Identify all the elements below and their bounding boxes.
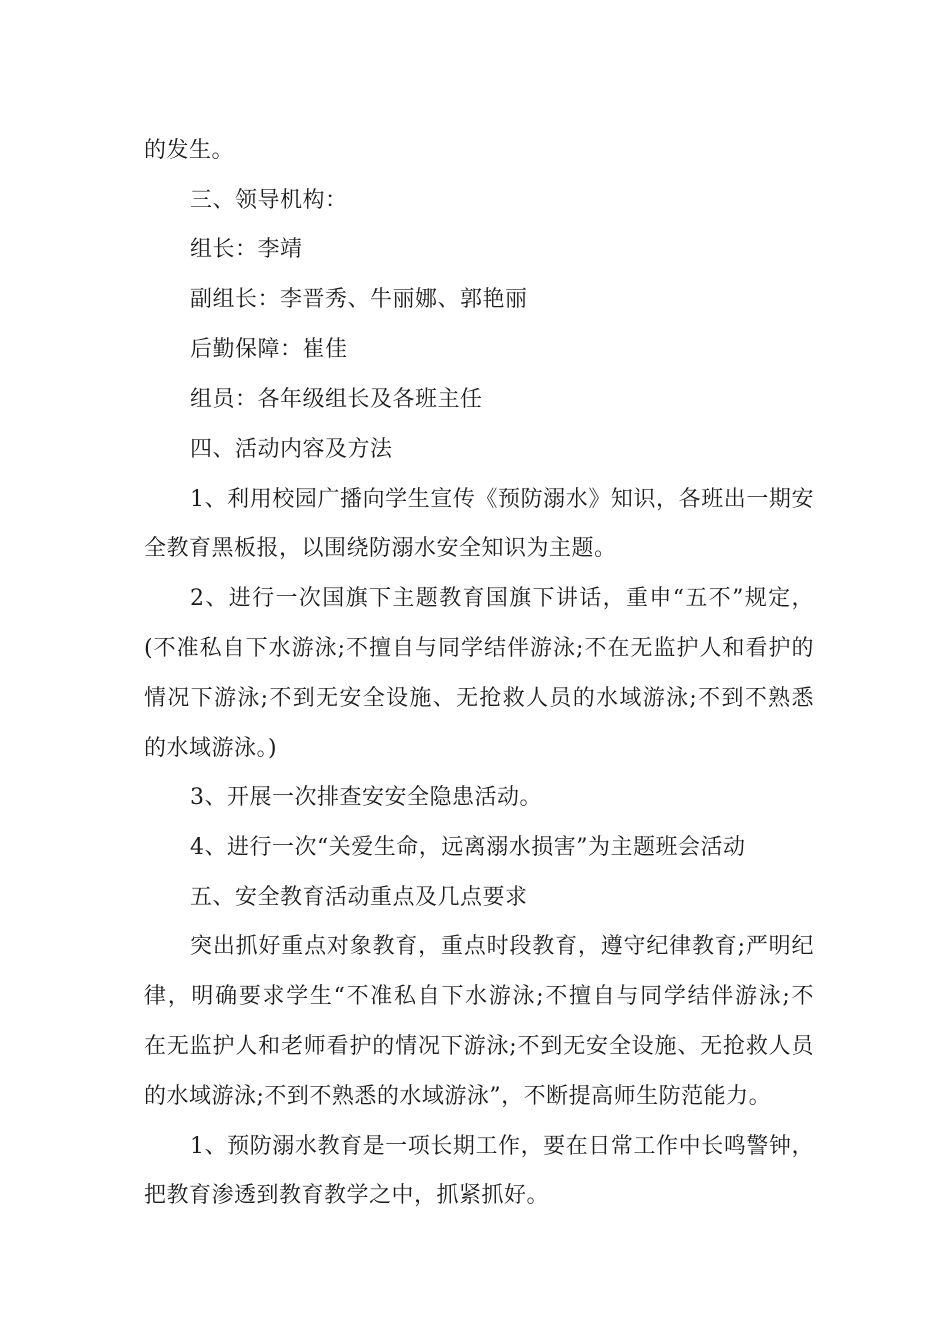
section-heading: 三、领导机构： <box>190 188 348 213</box>
text-line: 1、预防溺水教育是一项长期工作，要在日常工作中长鸣警钟， <box>190 1134 814 1159</box>
text-line: 副组长：李晋秀、牛丽娜、郭艳丽 <box>190 287 528 312</box>
text-line: (不准私自下水游泳;不擅自与同学结伴游泳;不在无监护人和看护的 <box>144 636 814 661</box>
text-line: 情况下游泳;不到无安全设施、无抢救人员的水域游泳;不到不熟悉 <box>144 686 814 711</box>
text-line: 1、利用校园广播向学生宣传《预防溺水》知识，各班出一期安 <box>190 487 814 512</box>
text-line: 4、进行一次“关爱生命，远离溺水损害”为主题班会活动 <box>190 835 746 860</box>
text-line: 的水域游泳;不到不熟悉的水域游泳”，不断提高师生防范能力。 <box>144 1084 772 1109</box>
text-line: 2、进行一次国旗下主题教育国旗下讲话，重申“五不”规定， <box>190 586 814 611</box>
text-line: 把教育渗透到教育教学之中，抓紧抓好。 <box>144 1183 550 1208</box>
text-line: 律，明确要求学生“不准私自下水游泳;不擅自与同学结伴游泳;不 <box>144 984 814 1009</box>
text-line: 3、开展一次排查安安全隐患活动。 <box>190 785 542 810</box>
text-line: 后勤保障：崔佳 <box>190 337 348 362</box>
text-line: 组员：各年级组长及各班主任 <box>190 387 483 412</box>
section-heading: 四、活动内容及方法 <box>190 437 393 462</box>
text-line: 突出抓好重点对象教育，重点时段教育，遵守纪律教育;严明纪 <box>190 934 814 959</box>
text-line: 全教育黑板报，以围绕防溺水安全知识为主题。 <box>144 536 617 561</box>
text-line: 的发生。 <box>144 138 235 163</box>
text-line: 在无监护人和老师看护的情况下游泳;不到无安全设施、无抢救人员 <box>144 1034 814 1059</box>
text-line: 的水域游泳。) <box>144 736 278 761</box>
section-heading: 五、安全教育活动重点及几点要求 <box>190 885 528 910</box>
text-line: 组长：李靖 <box>190 237 303 262</box>
